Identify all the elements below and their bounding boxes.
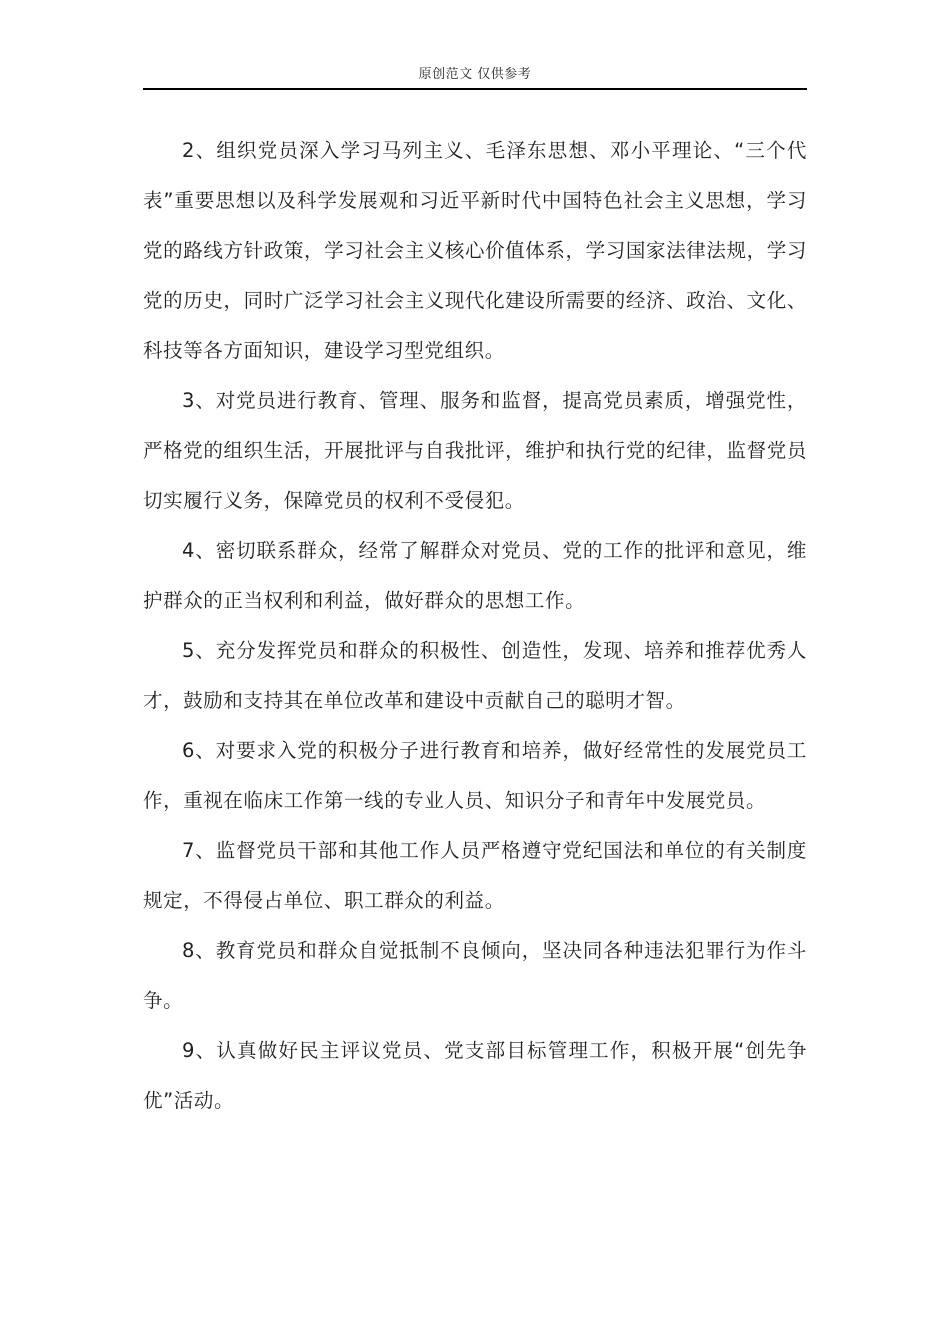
paragraph-item-9: 9、认真做好民主评议党员、党支部目标管理工作，积极开展“创先争优”活动。: [143, 1039, 807, 1112]
paragraph-item-7: 7、监督党员干部和其他工作人员严格遵守党纪国法和单位的有关制度规定，不得侵占单位、职工群众的利益。: [143, 839, 807, 912]
paragraph-item-5: 5、充分发挥党员和群众的积极性、创造性，发现、培养和推荐优秀人才，鼓励和支持其在单位改革和建设中贡献自己的聪明才智。: [143, 639, 807, 712]
paragraph-item-3: 3、对党员进行教育、管理、服务和监督，提高党员素质，增强党性，严格党的组织生活，开展批评与自我批评，维护和执行党的纪律，监督党员切实履行义务，保障党员的权利不受侵犯。: [143, 389, 807, 512]
paragraph-item-8: 8、教育党员和群众自觉抵制不良倾向，坚决同各种违法犯罪行为作斗争。: [143, 939, 807, 1012]
page-header: [143, 66, 807, 90]
paragraph-item-4: 4、密切联系群众，经常了解群众对党员、党的工作的批评和意见，维护群众的正当权利和利益，做好群众的思想工作。: [143, 539, 807, 612]
header-text: 原创范文 仅供参考: [418, 67, 532, 82]
paragraph-item-2: 2、组织党员深入学习马列主义、毛泽东思想、邓小平理论、“三个代表”重要思想以及科学发展观和习近平新时代中国特色社会主义思想，学习党的路线方针政策，学习社会主义核心价值体系，学习国家法律法规，学习党的历史，同时广泛学习社会主义现代化建设所需要的经济、政治、文化、科技等各方面知识，建设学习型党组织。: [143, 139, 807, 362]
document-body: [143, 126, 807, 1126]
paragraph-item-6: 6、对要求入党的积极分子进行教育和培养，做好经常性的发展党员工作，重视在临床工作第一线的专业人员、知识分子和青年中发展党员。: [143, 739, 807, 812]
